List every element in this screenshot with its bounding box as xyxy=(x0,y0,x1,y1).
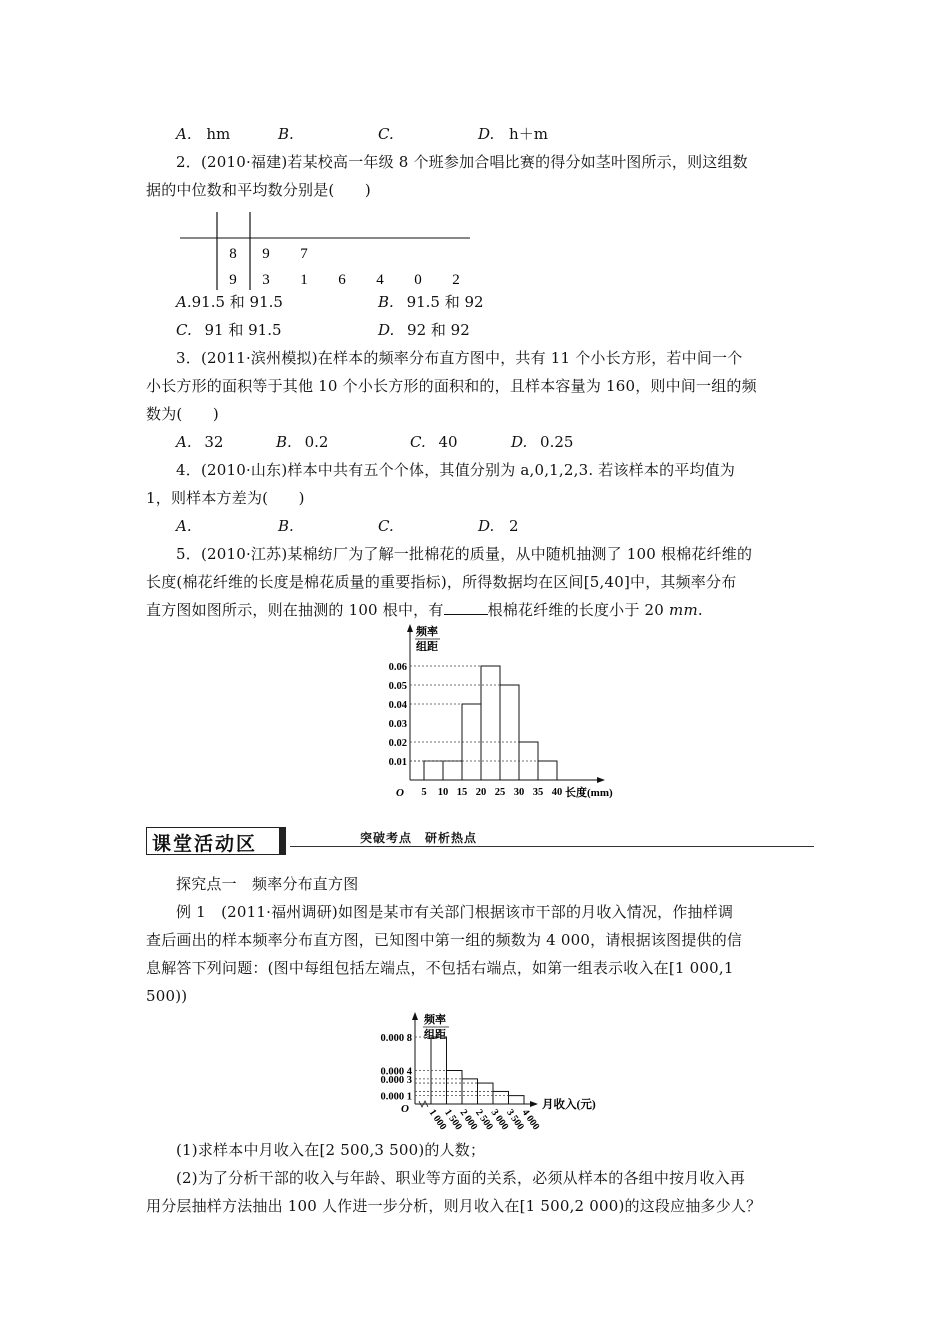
leaf-value: 0 xyxy=(414,272,422,288)
q3-line3: 数为( ) xyxy=(146,405,219,423)
axis-break-mark xyxy=(419,1101,428,1107)
q5-line2: 长度(棉花纤维的长度是棉花质量的重要指标)，所得数据均在区间[5,40]中，其频率分布 xyxy=(146,573,737,591)
example1-question2-line2: 用分层抽样方法抽出 100 人作进一步分析，则月收入在[1 500,2 000)的这段应抽多少人？ xyxy=(146,1197,762,1215)
example1-line4: 500)) xyxy=(146,987,188,1005)
section-heading: 探究点一 频率分布直方图 xyxy=(176,875,359,893)
x-tick-label: 35 xyxy=(532,787,544,798)
answer-blank xyxy=(444,600,488,615)
histogram-bar xyxy=(443,761,462,780)
q2-option-c xyxy=(176,320,282,340)
x-axis-label: 长度(mm) xyxy=(565,787,613,799)
y-tick-label: 0.000 3 xyxy=(380,1074,412,1086)
x-tick-label: 4 000 xyxy=(519,1107,542,1133)
example1-question1: (1)求样本中月收入在[2 500,3 500)的人数； xyxy=(176,1141,486,1159)
option-text: 91.5 和 91.5 xyxy=(191,293,283,311)
histogram-bar xyxy=(424,761,443,780)
q2-option-b xyxy=(378,292,484,312)
histogram-bar xyxy=(447,1071,463,1105)
q2-option-a xyxy=(176,292,283,312)
q5-line3 xyxy=(146,600,703,620)
q4-line1: 4．(2010·山东)样本中共有五个个体，其值分别为 a,0,1,2,3. 若该样本的平均值为 xyxy=(176,461,736,479)
option-label: B. xyxy=(276,433,292,451)
histogram-bar xyxy=(493,1091,509,1104)
q2-option-d xyxy=(378,320,470,340)
q3-line1: 3．(2011·滨州模拟)在样本的频率分布直方图中，共有 11 个小长方形，若中间一个 xyxy=(176,349,743,367)
option-label: A. xyxy=(176,125,192,143)
leaf-value: 6 xyxy=(338,272,346,288)
stem-leaf-plot xyxy=(170,206,480,292)
origin-label: O xyxy=(396,787,404,799)
option-label: C. xyxy=(410,433,426,451)
q3-option-a xyxy=(176,432,223,452)
option-text: 0.25 xyxy=(540,433,574,451)
y-tick-label: 0.05 xyxy=(388,681,407,692)
leaf-value: 7 xyxy=(300,246,308,262)
y-tick-label: 0.01 xyxy=(388,757,407,768)
y-label-top: 频率 xyxy=(416,626,438,638)
option-label: A. xyxy=(176,293,192,311)
q4-option-d xyxy=(478,516,519,536)
banner-subtitle: 突破考点 研析热点 xyxy=(360,831,478,845)
y-tick-label: 0.000 4 xyxy=(380,1066,412,1078)
x-tick-label: 5 xyxy=(421,787,427,798)
option-text: 0.2 xyxy=(304,433,329,451)
q1-option-c: C. xyxy=(378,125,394,143)
x-tick-label: 40 xyxy=(551,787,563,798)
option-label: D. xyxy=(378,321,395,339)
option-text: 92 和 92 xyxy=(407,321,470,339)
q3-option-c xyxy=(410,432,458,452)
q5-line1: 5．(2010·江苏)某棉纺厂为了解一批棉花的质量，从中随机抽测了 100 根棉花纤维的 xyxy=(176,545,753,563)
leaf-value: 1 xyxy=(300,272,308,288)
q2-line1: 2．(2010·福建)若某校高一年级 8 个班参加合唱比赛的得分如茎叶图所示，则这组数 xyxy=(176,153,748,171)
x-tick-label: 1 000 xyxy=(426,1107,449,1133)
x-tick-label: 25 xyxy=(494,787,506,798)
q4-line2: 1，则样本方差为( ) xyxy=(146,489,305,507)
option-label: D. xyxy=(478,517,495,535)
leaf-value: 2 xyxy=(452,272,460,288)
option-text: 91 和 91.5 xyxy=(204,321,282,339)
q3-option-d xyxy=(511,432,573,452)
stem-value: 8 xyxy=(229,246,237,262)
y-tick-label: 0.000 1 xyxy=(380,1091,412,1103)
leaf-value: 9 xyxy=(262,246,270,262)
income-histogram xyxy=(360,1012,620,1146)
option-label: D. xyxy=(511,433,528,451)
q4-option-c: C. xyxy=(378,517,394,535)
x-tick-label: 2 000 xyxy=(457,1107,480,1133)
y-axis-arrow xyxy=(412,1012,418,1020)
x-tick-label: 2 500 xyxy=(473,1107,495,1133)
stem-value: 9 xyxy=(229,272,237,288)
x-tick-label: 15 xyxy=(456,787,468,798)
y-label-bottom: 组距 xyxy=(424,1029,446,1041)
q4-option-a: A. xyxy=(176,517,192,535)
x-tick-label: 10 xyxy=(437,787,449,798)
histogram-bar xyxy=(481,666,500,780)
example1-line3: 息解答下列问题：(图中每组包括左端点，不包括右端点，如第一组表示收入在[1 000,1 xyxy=(146,959,734,977)
q3-line2: 小长方形的面积等于其他 10 个小长方形的面积和的，且样本容量为 160，则中间一组的频 xyxy=(146,377,757,395)
option-text: 91.5 和 92 xyxy=(406,293,484,311)
option-text: h＋m xyxy=(509,125,548,143)
banner-title: 课堂活动区 xyxy=(152,833,258,855)
y-tick-label: 0.03 xyxy=(388,719,407,730)
q4-option-b: B. xyxy=(278,517,294,535)
q5-line3-end: . xyxy=(697,601,703,619)
y-label-top: 频率 xyxy=(424,1014,446,1026)
q1-option-a xyxy=(176,124,230,144)
y-tick-label: 0.06 xyxy=(388,662,407,673)
fiber-length-histogram xyxy=(375,622,615,802)
example1-line1: 例 1 (2011·福州调研)如图是某市有关部门根据该市干部的月收入情况，作抽样调 xyxy=(176,903,734,921)
option-text: hm xyxy=(206,125,231,143)
banner-divider xyxy=(280,827,286,855)
q1-option-d xyxy=(478,124,548,144)
option-label: A. xyxy=(176,433,192,451)
y-tick-label: 0.000 8 xyxy=(380,1033,412,1044)
x-axis-arrow xyxy=(597,777,605,783)
x-axis-label: 月收入(元) xyxy=(542,1099,596,1111)
histogram-bar xyxy=(509,1096,525,1104)
x-tick-label: 1 500 xyxy=(442,1107,464,1133)
leaf-value: 4 xyxy=(376,272,384,288)
option-text: 40 xyxy=(438,433,458,451)
x-axis-arrow xyxy=(530,1101,538,1107)
example1-question2-line1: (2)为了分析干部的收入与年龄、职业等方面的关系，必须从样本的各组中按月收入再 xyxy=(176,1169,746,1187)
histogram-bar xyxy=(538,761,557,780)
x-tick-label: 3 500 xyxy=(504,1107,526,1133)
example1-line2: 查后画出的样本频率分布直方图，已知图中第一组的频数为 4 000，请根据该图提供的信 xyxy=(146,931,743,949)
q5-line3-middle: 根棉花纤维的长度小于 20 xyxy=(487,601,670,619)
option-label: C. xyxy=(176,321,192,339)
option-label: B. xyxy=(378,293,394,311)
x-tick-label: 3 000 xyxy=(488,1107,511,1133)
option-text: 2 xyxy=(509,517,519,535)
origin-label: O xyxy=(401,1103,409,1115)
histogram-bar xyxy=(478,1083,494,1104)
y-label-bottom: 组距 xyxy=(416,641,438,653)
q2-line2: 据的中位数和平均数分别是( ) xyxy=(146,181,371,199)
q5-line3-start: 直方图如图所示，则在抽测的 100 根中，有 xyxy=(146,601,444,619)
option-text: 32 xyxy=(204,433,224,451)
histogram-bar xyxy=(500,685,519,780)
q5-unit: mm xyxy=(669,601,698,619)
y-tick-label: 0.02 xyxy=(388,738,407,749)
y-axis-arrow xyxy=(407,624,413,632)
x-tick-label: 30 xyxy=(513,787,525,798)
q3-option-b xyxy=(276,432,328,452)
leaf-value: 3 xyxy=(262,272,270,288)
y-tick-label: 0.04 xyxy=(388,700,407,711)
x-tick-label: 20 xyxy=(475,787,487,798)
option-label: D. xyxy=(478,125,495,143)
q1-option-b: B. xyxy=(278,125,294,143)
banner-rule xyxy=(290,846,814,847)
